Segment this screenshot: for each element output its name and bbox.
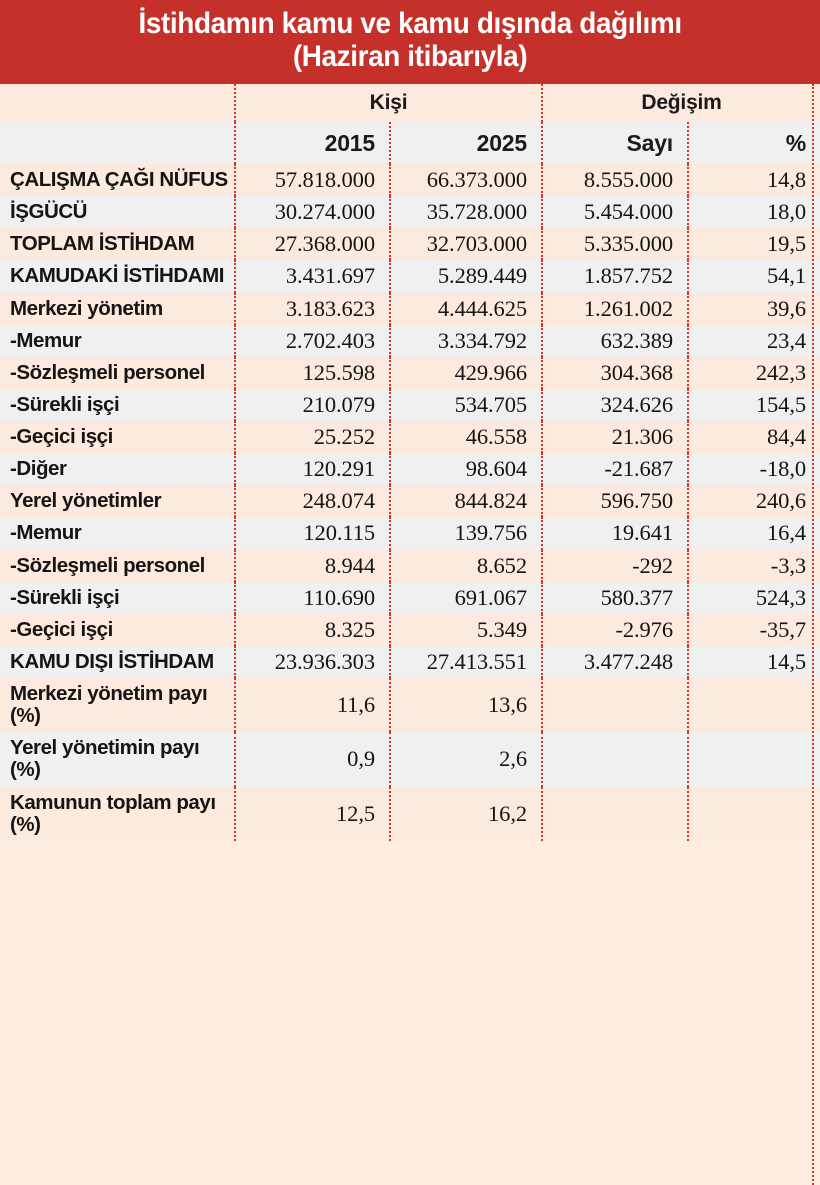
table-row — [0, 421, 820, 453]
cell-change-count: 5.454.000 — [542, 196, 688, 228]
cell-change-count: 3.477.248 — [542, 646, 688, 678]
row-label: -Diğer — [0, 453, 235, 485]
cell-2025: 5.289.449 — [390, 260, 542, 292]
table-right-edge-rule — [812, 84, 814, 1185]
sub-header-sayi: Sayı — [542, 122, 688, 164]
sub-header-2025: 2025 — [390, 122, 542, 164]
cell-change-percent: -18,0 — [688, 453, 820, 485]
group-header-kisi: Kişi — [235, 84, 542, 122]
cell-2015: 248.074 — [235, 485, 390, 517]
employment-distribution-table — [0, 84, 820, 841]
cell-2015: 3.431.697 — [235, 260, 390, 292]
cell-change-percent — [688, 678, 820, 732]
cell-change-percent: 154,5 — [688, 389, 820, 421]
cell-change-percent: 14,5 — [688, 646, 820, 678]
table-row — [0, 228, 820, 260]
row-label: ÇALIŞMA ÇAĞI NÜFUS — [0, 164, 235, 196]
row-label: -Sürekli işçi — [0, 389, 235, 421]
cell-change-percent — [688, 732, 820, 786]
cell-change-percent: -35,7 — [688, 614, 820, 646]
cell-change-count — [542, 678, 688, 732]
sub-header-2015: 2015 — [235, 122, 390, 164]
cell-change-percent: 14,8 — [688, 164, 820, 196]
cell-2015: 0,9 — [235, 732, 390, 786]
table-sub-header-row — [0, 122, 820, 164]
cell-change-percent: 16,4 — [688, 517, 820, 549]
group-header-blank — [0, 84, 235, 122]
cell-2025: 27.413.551 — [390, 646, 542, 678]
table-row — [0, 646, 820, 678]
cell-2025: 98.604 — [390, 453, 542, 485]
cell-change-percent: 54,1 — [688, 260, 820, 292]
table-row — [0, 293, 820, 325]
table-row — [0, 614, 820, 646]
cell-2015: 8.325 — [235, 614, 390, 646]
table-row — [0, 732, 820, 786]
row-label: -Memur — [0, 517, 235, 549]
cell-2015: 30.274.000 — [235, 196, 390, 228]
table-row — [0, 550, 820, 582]
row-label: -Geçici işçi — [0, 421, 235, 453]
cell-2015: 25.252 — [235, 421, 390, 453]
table-row — [0, 787, 820, 841]
row-label: TOPLAM İSTİHDAM — [0, 228, 235, 260]
title-line-2: (Haziran itibarıyla) — [292, 39, 528, 73]
cell-change-percent: 39,6 — [688, 293, 820, 325]
cell-2025: 13,6 — [390, 678, 542, 732]
cell-change-count: -292 — [542, 550, 688, 582]
cell-change-percent: 524,3 — [688, 582, 820, 614]
cell-change-percent: 242,3 — [688, 357, 820, 389]
table-row — [0, 517, 820, 549]
cell-change-count: 1.857.752 — [542, 260, 688, 292]
cell-change-percent: 19,5 — [688, 228, 820, 260]
cell-2025: 844.824 — [390, 485, 542, 517]
row-label: Merkezi yönetim — [0, 293, 235, 325]
cell-change-count: -2.976 — [542, 614, 688, 646]
cell-2015: 11,6 — [235, 678, 390, 732]
cell-2015: 3.183.623 — [235, 293, 390, 325]
cell-2025: 5.349 — [390, 614, 542, 646]
table-row — [0, 678, 820, 732]
table-row — [0, 196, 820, 228]
cell-2015: 23.936.303 — [235, 646, 390, 678]
cell-2015: 12,5 — [235, 787, 390, 841]
cell-2015: 110.690 — [235, 582, 390, 614]
row-label: Yerel yönetimler — [0, 485, 235, 517]
cell-2025: 3.334.792 — [390, 325, 542, 357]
table-row — [0, 453, 820, 485]
cell-change-percent: 18,0 — [688, 196, 820, 228]
title-banner — [0, 0, 820, 84]
cell-2015: 27.368.000 — [235, 228, 390, 260]
cell-change-count — [542, 787, 688, 841]
sub-header-blank — [0, 122, 235, 164]
cell-2025: 35.728.000 — [390, 196, 542, 228]
table-row — [0, 485, 820, 517]
row-label: İŞGÜCÜ — [0, 196, 235, 228]
table-group-header-row — [0, 84, 820, 122]
cell-change-count: 5.335.000 — [542, 228, 688, 260]
cell-2015: 57.818.000 — [235, 164, 390, 196]
cell-2015: 8.944 — [235, 550, 390, 582]
cell-2025: 4.444.625 — [390, 293, 542, 325]
cell-2025: 139.756 — [390, 517, 542, 549]
row-label: Merkezi yönetim payı (%) — [0, 678, 235, 732]
cell-2015: 120.291 — [235, 453, 390, 485]
cell-change-count: 324.626 — [542, 389, 688, 421]
cell-change-count: 596.750 — [542, 485, 688, 517]
cell-2025: 2,6 — [390, 732, 542, 786]
cell-2025: 429.966 — [390, 357, 542, 389]
cell-change-percent: -3,3 — [688, 550, 820, 582]
cell-2025: 66.373.000 — [390, 164, 542, 196]
cell-change-percent — [688, 787, 820, 841]
row-label: Yerel yönetimin payı (%) — [0, 732, 235, 786]
row-label: -Sözleşmeli personel — [0, 550, 235, 582]
cell-2025: 534.705 — [390, 389, 542, 421]
cell-change-count: -21.687 — [542, 453, 688, 485]
cell-2015: 2.702.403 — [235, 325, 390, 357]
cell-change-count: 580.377 — [542, 582, 688, 614]
table-row — [0, 357, 820, 389]
table-row — [0, 260, 820, 292]
cell-change-percent: 240,6 — [688, 485, 820, 517]
cell-change-count: 21.306 — [542, 421, 688, 453]
cell-2025: 32.703.000 — [390, 228, 542, 260]
title-line-1: İstihdamın kamu ve kamu dışında dağılımı — [138, 7, 682, 41]
cell-change-count — [542, 732, 688, 786]
row-label: KAMUDAKİ İSTİHDAMI — [0, 260, 235, 292]
cell-2025: 691.067 — [390, 582, 542, 614]
cell-change-count: 8.555.000 — [542, 164, 688, 196]
row-label: -Sözleşmeli personel — [0, 357, 235, 389]
table-row — [0, 389, 820, 421]
row-label: Kamunun toplam payı (%) — [0, 787, 235, 841]
cell-2015: 210.079 — [235, 389, 390, 421]
table-row — [0, 325, 820, 357]
cell-2015: 120.115 — [235, 517, 390, 549]
table-row — [0, 164, 820, 196]
cell-change-count: 19.641 — [542, 517, 688, 549]
row-label: KAMU DIŞI İSTİHDAM — [0, 646, 235, 678]
cell-change-count: 1.261.002 — [542, 293, 688, 325]
row-label: -Memur — [0, 325, 235, 357]
cell-2025: 16,2 — [390, 787, 542, 841]
group-header-degisim: Değişim — [542, 84, 820, 122]
cell-2025: 46.558 — [390, 421, 542, 453]
sub-header-pct: % — [688, 122, 820, 164]
cell-change-count: 304.368 — [542, 357, 688, 389]
cell-2015: 125.598 — [235, 357, 390, 389]
cell-change-percent: 84,4 — [688, 421, 820, 453]
cell-change-percent: 23,4 — [688, 325, 820, 357]
cell-change-count: 632.389 — [542, 325, 688, 357]
row-label: -Geçici işçi — [0, 614, 235, 646]
table-row — [0, 582, 820, 614]
row-label: -Sürekli işçi — [0, 582, 235, 614]
cell-2025: 8.652 — [390, 550, 542, 582]
